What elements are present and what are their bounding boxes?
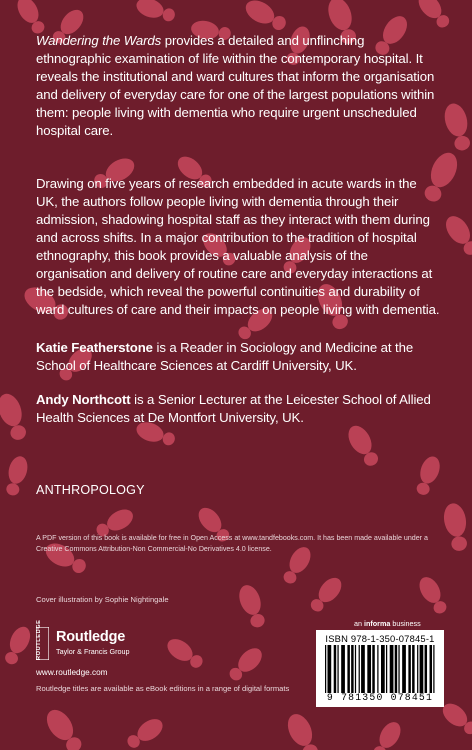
barcode-bar [377,645,378,693]
barcode-bar [372,645,374,693]
barcode-bar [355,645,356,693]
barcode-bar [359,645,360,693]
barcode-bar [417,645,418,693]
barcode-bar [425,645,427,693]
isbn-label: ISBN 978-1-350-07845-1 [325,633,435,644]
barcode-bar [386,645,387,693]
routledge-logo-lettering: ROUTLEDGE [36,619,42,660]
barcode-bar [390,645,394,693]
barcode-bar [351,645,353,693]
informa-prefix: an [354,619,364,628]
barcode-bar [412,645,414,693]
book-title-italic: Wandering the Wards [36,33,162,48]
barcode-bar [325,645,326,693]
blurb-paragraph-1 [36,32,440,140]
publisher-block [36,619,196,677]
barcode-bar [381,645,385,693]
barcode-bars [324,645,438,693]
publisher-url[interactable]: www.routledge.com [36,668,108,677]
barcode-bar [337,645,338,693]
barcode-bar [420,645,424,693]
blurb-paragraph-1-text: provides a detailed and unflinching ethnographic examination of life within the contemporary hospital. It reveals the institutional and ward cultures that inform the organisation and delivery of everyday care for one of the largest populations within them: people living with dementia who require urgent unscheduled hospital care. [36,33,435,138]
open-access-notice: A PDF version of this book is available for free in Open Access at www.tandfebooks.com. It has been made available under a Creative Commons Attribution-Non Commercial-No Derivatives 4.0 license. [36,534,428,553]
blurb-paragraph-2: Drawing on five years of research embedded in acute wards in the UK, the authors follow people living with dementia through their admission, shadowing hospital staff as they interact with them during and across shifts. In a major contribution to the tradition of hospital ethnography, this book provides a valuable analysis of the organisation and delivery of routine care and everyday interactions at the bedside, which reveal the powerful continuities and durability of ward cultures of care and their impacts on people living with dementia. [36,176,440,317]
informa-business-tag [354,619,421,628]
cover-illustration-credit: Cover illustration by Sophie Nightingale [36,595,169,604]
barcode-bar [430,645,432,693]
barcode-bar [341,645,345,693]
barcode-bar [361,645,365,693]
author-name: Katie Featherstone [36,340,153,355]
publisher-group: Taylor & Francis Group [56,647,130,656]
ebook-editions-note: Routledge titles are available as eBook editions in a range of digital formats [36,684,290,693]
barcode-bar [398,645,399,693]
author-bio-text: is a Reader in Sociology and Medicine at the School of Healthcare Sciences at Cardiff University, UK. [36,340,414,373]
author-bio-text: is a Senior Lecturer at the Leicester School of Allied Health Sciences at De Montfort University, UK. [36,392,431,425]
informa-brand: informa [364,619,391,628]
isbn-barcode [316,630,444,707]
barcode-bar [402,645,406,693]
author-name: Andy Northcott [36,392,131,407]
author-bio-2 [36,391,440,427]
barcode-digits: 9 781350 078451 [326,692,434,703]
barcode-bar [334,645,336,693]
subject-category: ANTHROPOLOGY [36,483,145,497]
publisher-name: Routledge [56,629,126,645]
barcode-bar [367,645,371,693]
barcode-bar [347,645,349,693]
barcode-bar [327,645,331,693]
author-bio-1 [36,339,440,375]
informa-suffix: business [390,619,421,628]
barcode-bar [433,645,434,693]
barcode-bar [395,645,397,693]
barcode-bar [408,645,410,693]
